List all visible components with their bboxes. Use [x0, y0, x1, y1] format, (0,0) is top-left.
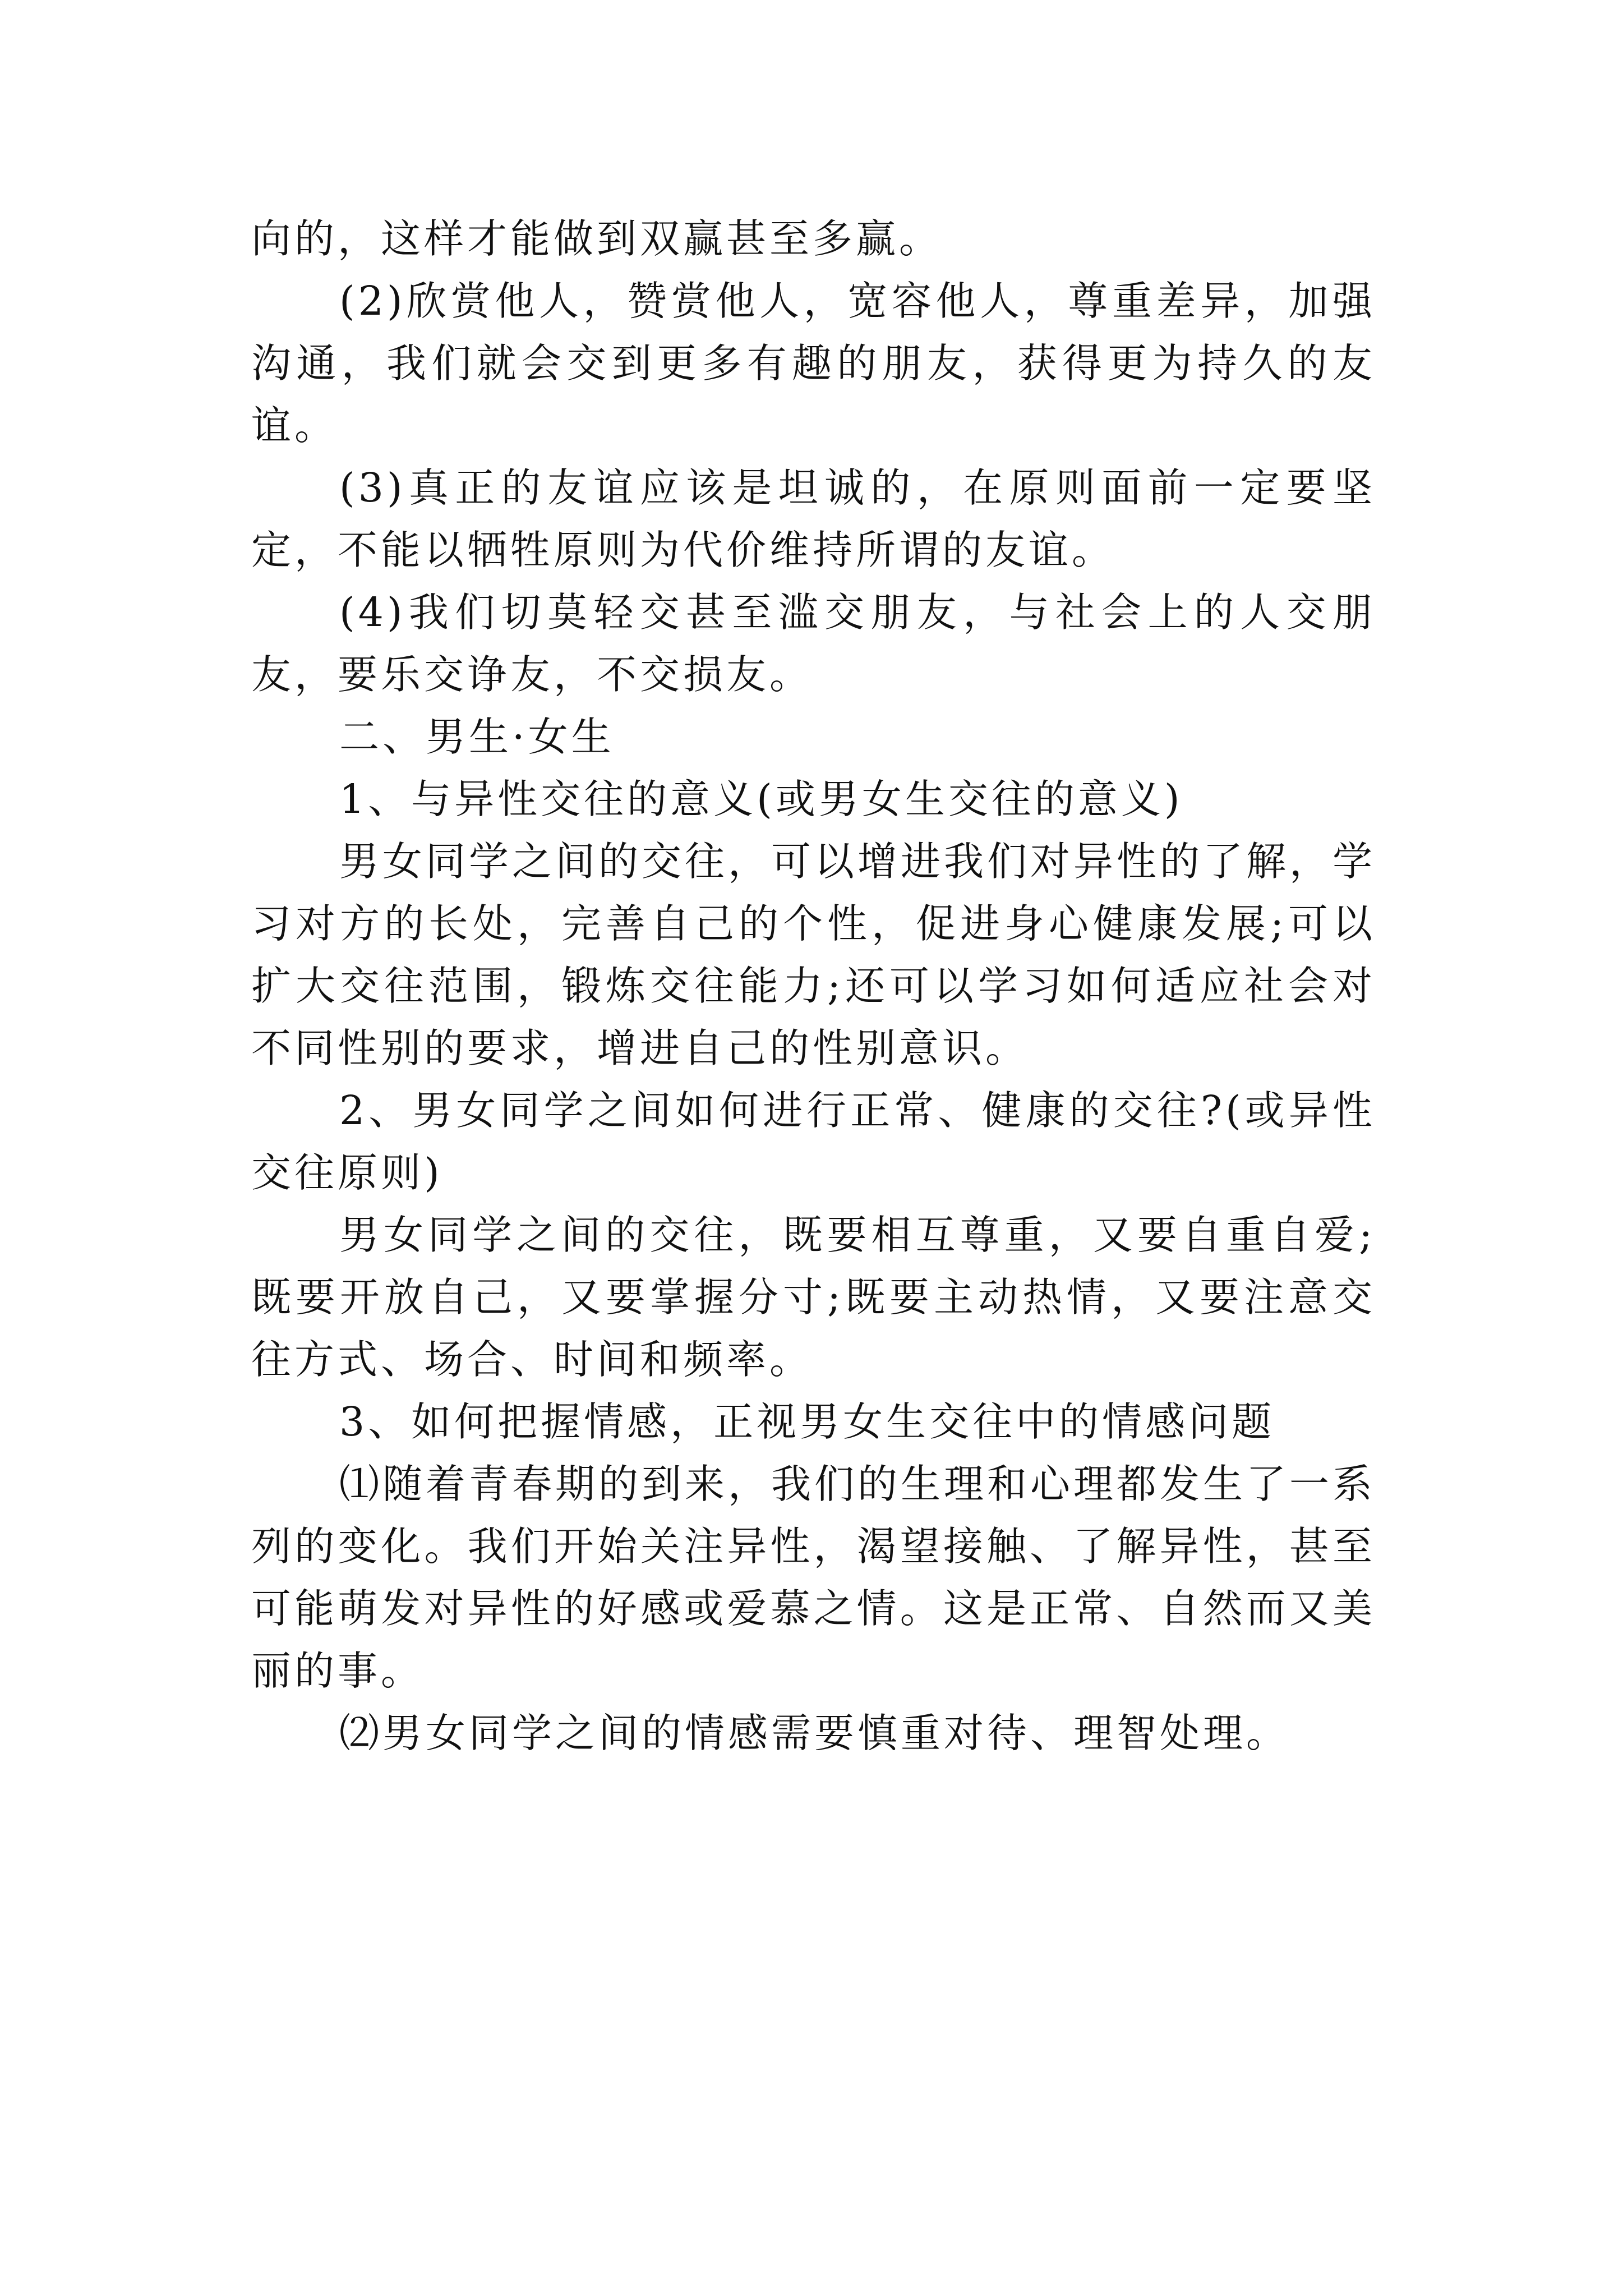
subheading-significance: 1、与异性交往的意义(或男女生交往的意义) [339, 776, 1183, 822]
paragraph-sincere-friendship: (3)真正的友谊应该是坦诚的，在原则面前一定要坚定，不能以牺牲原则为代价维持所谓的友谊。 [251, 464, 1376, 573]
paragraph-rational-handling: ⑵男女同学之间的情感需要慎重对待、理智处理。 [339, 1710, 1290, 1756]
subheading-emotions: 3、如何把握情感，正视男女生交往中的情感问题 [339, 1398, 1275, 1445]
paragraph-principles: 男女同学之间的交往，既要相互尊重，又要自重自爱;既要开放自己，又要掌握分寸;既要主动热情，又要注意交往方式、场合、时间和频率。 [251, 1212, 1376, 1383]
paragraph-adolescence: ⑴随着青春期的到来，我们的生理和心理都发生了一系列的变化。我们开始关注异性，渴望接触、了解异性，甚至可能萌发对异性的好感或爱慕之情。这是正常、自然而又美丽的事。 [251, 1461, 1376, 1694]
paragraph-significance: 男女同学之间的交往，可以增进我们对异性的了解，学习对方的长处，完善自己的个性，促进身心健康发展;可以扩大交往范围，锻炼交往能力;还可以学习如何适应社会对不同性别的要求，增进自己的性别意识。 [251, 838, 1376, 1071]
paragraph-appreciate-others: (2)欣赏他人，赞赏他人，宽容他人，尊重差异，加强沟通，我们就会交到更多有趣的朋友，获得更为持久的友谊。 [251, 278, 1376, 449]
paragraph-continuation: 向的，这样才能做到双赢甚至多赢。 [251, 215, 943, 262]
document-body [251, 208, 1376, 1764]
paragraph-careful-friends: (4)我们切莫轻交甚至滥交朋友，与社会上的人交朋友，要乐交诤友，不交损友。 [251, 589, 1376, 698]
section-heading-boys-girls: 二、男生·女生 [339, 714, 615, 760]
subheading-healthy-interaction: 2、男女同学之间如何进行正常、健康的交往?(或异性交往原则) [251, 1087, 1376, 1196]
